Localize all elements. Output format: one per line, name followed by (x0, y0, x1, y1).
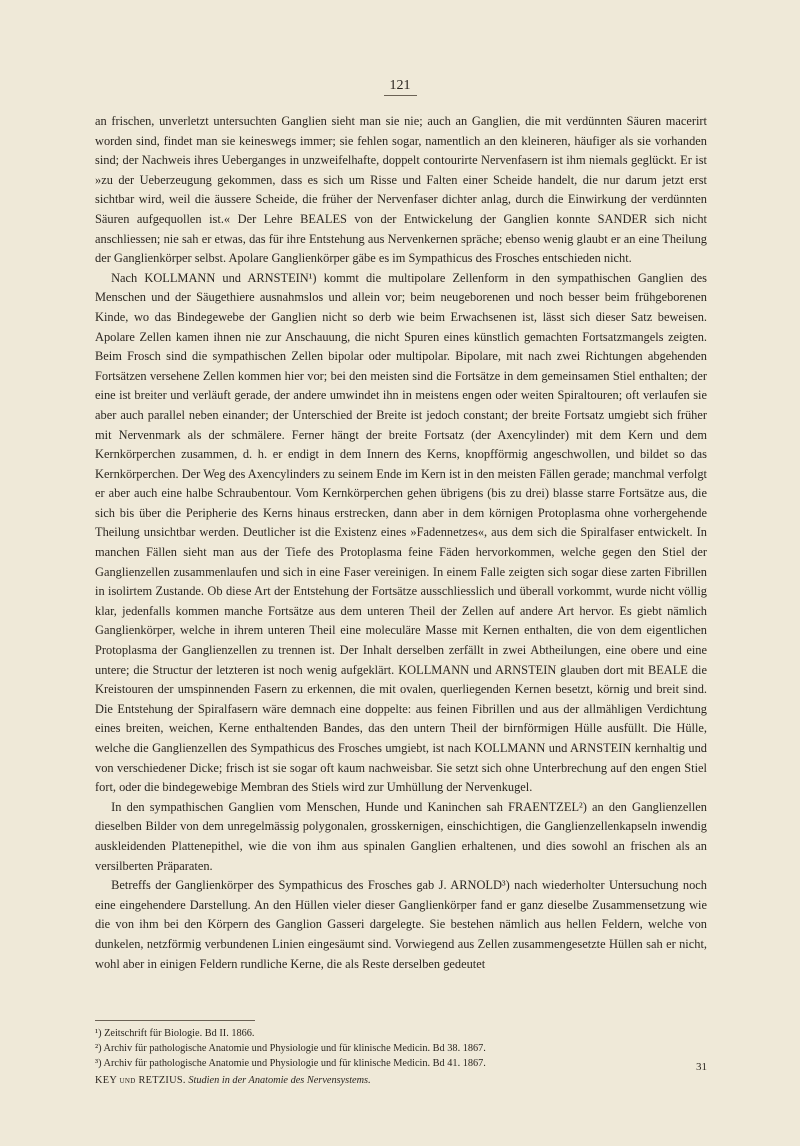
signature-mark: 31 (696, 1061, 707, 1073)
footer-citation (95, 1075, 371, 1086)
page-number: 121 (0, 78, 800, 96)
footnote: ³) Archiv für pathologische Anatomie und Physiologie und für klinische Medicin. Bd 41. 1867. (95, 1058, 486, 1070)
paragraph: an frischen, unverletzt untersuchten Ganglien sieht man sie nie; auch an Ganglien, die mit verdünnten Säuren macerirt worden sind, findet man sie keineswegs immer; sie fehlen sogar, namentlich an den kleineren, häufiger als sie vorhanden sind; der Nachweis ihres Ueberganges in unzweifelhafte, doppelt contourirte Nervenfasern ist ihm niemals geglückt. Er ist »zu der Ueberzeugung gekommen, dass es sich um Risse und Falten einer Scheide handelt, die nur darum jetzt erst sichtbar wird, weil die äussere Scheide, die früher der Nervenfaser dichter anlag, durch die Einwirkung der verdünnten Säuren aufgequollen ist.« Der Lehre BEALES von der Entwickelung der Ganglien konnte SANDER sich nicht anschliessen; nie sah er etwas, das für ihre Entstehung aus Nervenkernen spräche; ebenso wenig glaubt er an eine Theilung der Ganglienkörper selbst. Apolare Ganglienkörper gäbe es im Sympathicus des Frosches entschieden nicht. (95, 114, 707, 266)
footnotes (95, 1026, 707, 1072)
footer-authors: KEY und RETZIUS. (95, 1075, 186, 1086)
footnote: ¹) Zeitschrift für Biologie. Bd II. 1866. (95, 1028, 255, 1039)
footnote-divider (95, 1020, 255, 1021)
body-text (95, 112, 707, 974)
paragraph: In den sympathischen Ganglien vom Menschen, Hunde und Kaninchen sah FRAENTZEL²) an den Ganglienzellen dieselben Bilder von dem unregelmässig polygonalen, grosskernigen, einschichtigen, die Ganglienzellenkapseln inwendig auskleidenden Plattenepithel, wie die von ihm aus spinalen Ganglien erhaltenen, und dies sowohl an frischen als an versilberten Präparaten. (95, 799, 707, 873)
paragraph: Betreffs der Ganglienkörper des Sympathicus des Frosches gab J. ARNOLD³) nach wiederholter Untersuchung noch eine eingehendere Darstellung. An den Hüllen vieler dieser Ganglienkörper fand er ganz dieselbe Zusammensetzung wie die von ihm bei den Körpern des Ganglion Gasseri dargelegte. Sie bestehen nämlich aus hellen Feldern, welche von dunkelen, netzförmig verbundenen Linien eingesäumt sind. Vorwiegend aus Zellen zusammengesetzte Hüllen sah er nicht, wohl aber in einigen Feldern rundliche Kerne, die als Reste derselben gedeutet (95, 878, 707, 971)
footer-title: Studien in der Anatomie des Nervensystems. (188, 1075, 371, 1086)
footnote: ²) Archiv für pathologische Anatomie und Physiologie und für klinische Medicin. Bd 38. 1867. (95, 1043, 486, 1055)
paragraph: Nach KOLLMANN und ARNSTEIN¹) kommt die multipolare Zellenform in den sympathischen Ganglien des Menschen und der Säugethiere ausnahmslos und allein vor; beim neugeborenen und noch besser beim frühgeborenen Kinde, wo das Bindegewebe der Ganglien nicht so derb wie beim Erwachsenen ist, lässt sich dieser Satz beweisen. Apolare Zellen kamen ihnen nie zur Anschauung, die nicht Spuren eines künstlich gemachten Fortsatzmangels zeigten. Beim Frosch sind die sympathischen Zellen bipolar oder multipolar. Bipolare, mit nach zwei Richtungen abgehenden Fortsätzen versehene Zellen kommen hier vor; bei den meisten sind die Fortsätze in dem gemeinsamen Stiel enthalten; der eine ist breiter und verläuft gerade, der andere umwindet ihn in meistens engen oder weiten Spiraltouren; oft verlaufen sie aber auch parallel neben einander; der Unterschied der Breite ist jedoch constant; der breite Fortsatz umgiebt sich früher mit Nervenmark als der schmälere. Ferner hängt der breite Fortsatz (der Axencylinder) mit dem Kern und dem Kernkörperchen zusammen, d. h. er endigt in dem Innern des Kerns, knopfförmig angeschwollen, und bildet so das Kernkörperchen. Der Weg des Axencylinders zu seinem Ende im Kern ist in den meisten Fällen gerade; manchmal verfolgt er aber auch eine halbe Schraubentour. Vom Kernkörperchen gehen übrigens (bis zu drei) blasse starre Fortsätze aus, die sich bis über die Peripherie des Kerns hinaus erstrecken, dann aber in dem körnigen Protoplasma ohne vorhergehende Theilung unsichtbar werden. Deutlicher ist die Existenz eines »Fadennetzes«, aus dem sich die Spiralfaser entwickelt. In manchen Fällen sieht man aus der Tiefe des Protoplasma feine Fäden hervorkommen, welche gegen den Stiel der Ganglienzellen zusammenlaufen und sich in eine Faser vereinigen. In einem Falle zeigten sich sogar diese zarten Fibrillen in isolirtem Zustande. Ob diese Art der Entstehung der Fortsätze ausschliesslich und überall vorkommt, wurde nicht völlig klar, jedenfalls kommen manche Fortsätze aus dem unteren Theil der Zellen auf andere Art hervor. Es giebt nämlich Ganglienkörper, welche in ihrem unteren Theil eine moleculäre Masse mit Kernen enthalten, die von dem eigentlichen Protoplasma der Ganglienzellen zu trennen ist. Der Inhalt derselben zerfällt in zwei Abtheilungen, eine obere und eine untere; die Structur der letzteren ist noch wenig aufgeklärt. KOLLMANN und ARNSTEIN glauben dort mit BEALE die Kreistouren der umspinnenden Fasern zu erkennen, die mit ovalen, querliegenden Kernen besetzt, körnig und breit sind. Die Entstehung der Spiralfasern wäre demnach eine doppelte: aus feinen Fibrillen und aus der allmähligen Verdichtung eines breiten, weichen, Kerne enthaltenden Bandes, das den untern Theil der birnförmigen Hülle ausfüllt. Die Hülle, welche die Ganglienzellen des Sympathicus des Frosches umgiebt, ist nach KOLLMANN und ARNSTEIN kernhaltig und von verschiedener Dicke; frisch ist sie sogar oft kaum nachweisbar. Sie setzt sich ohne Unterbrechung auf den engen Stiel fort, oder die bindegewebige Membran des Stiels wird zur Umhüllung der Nervenkugel. (95, 270, 707, 795)
